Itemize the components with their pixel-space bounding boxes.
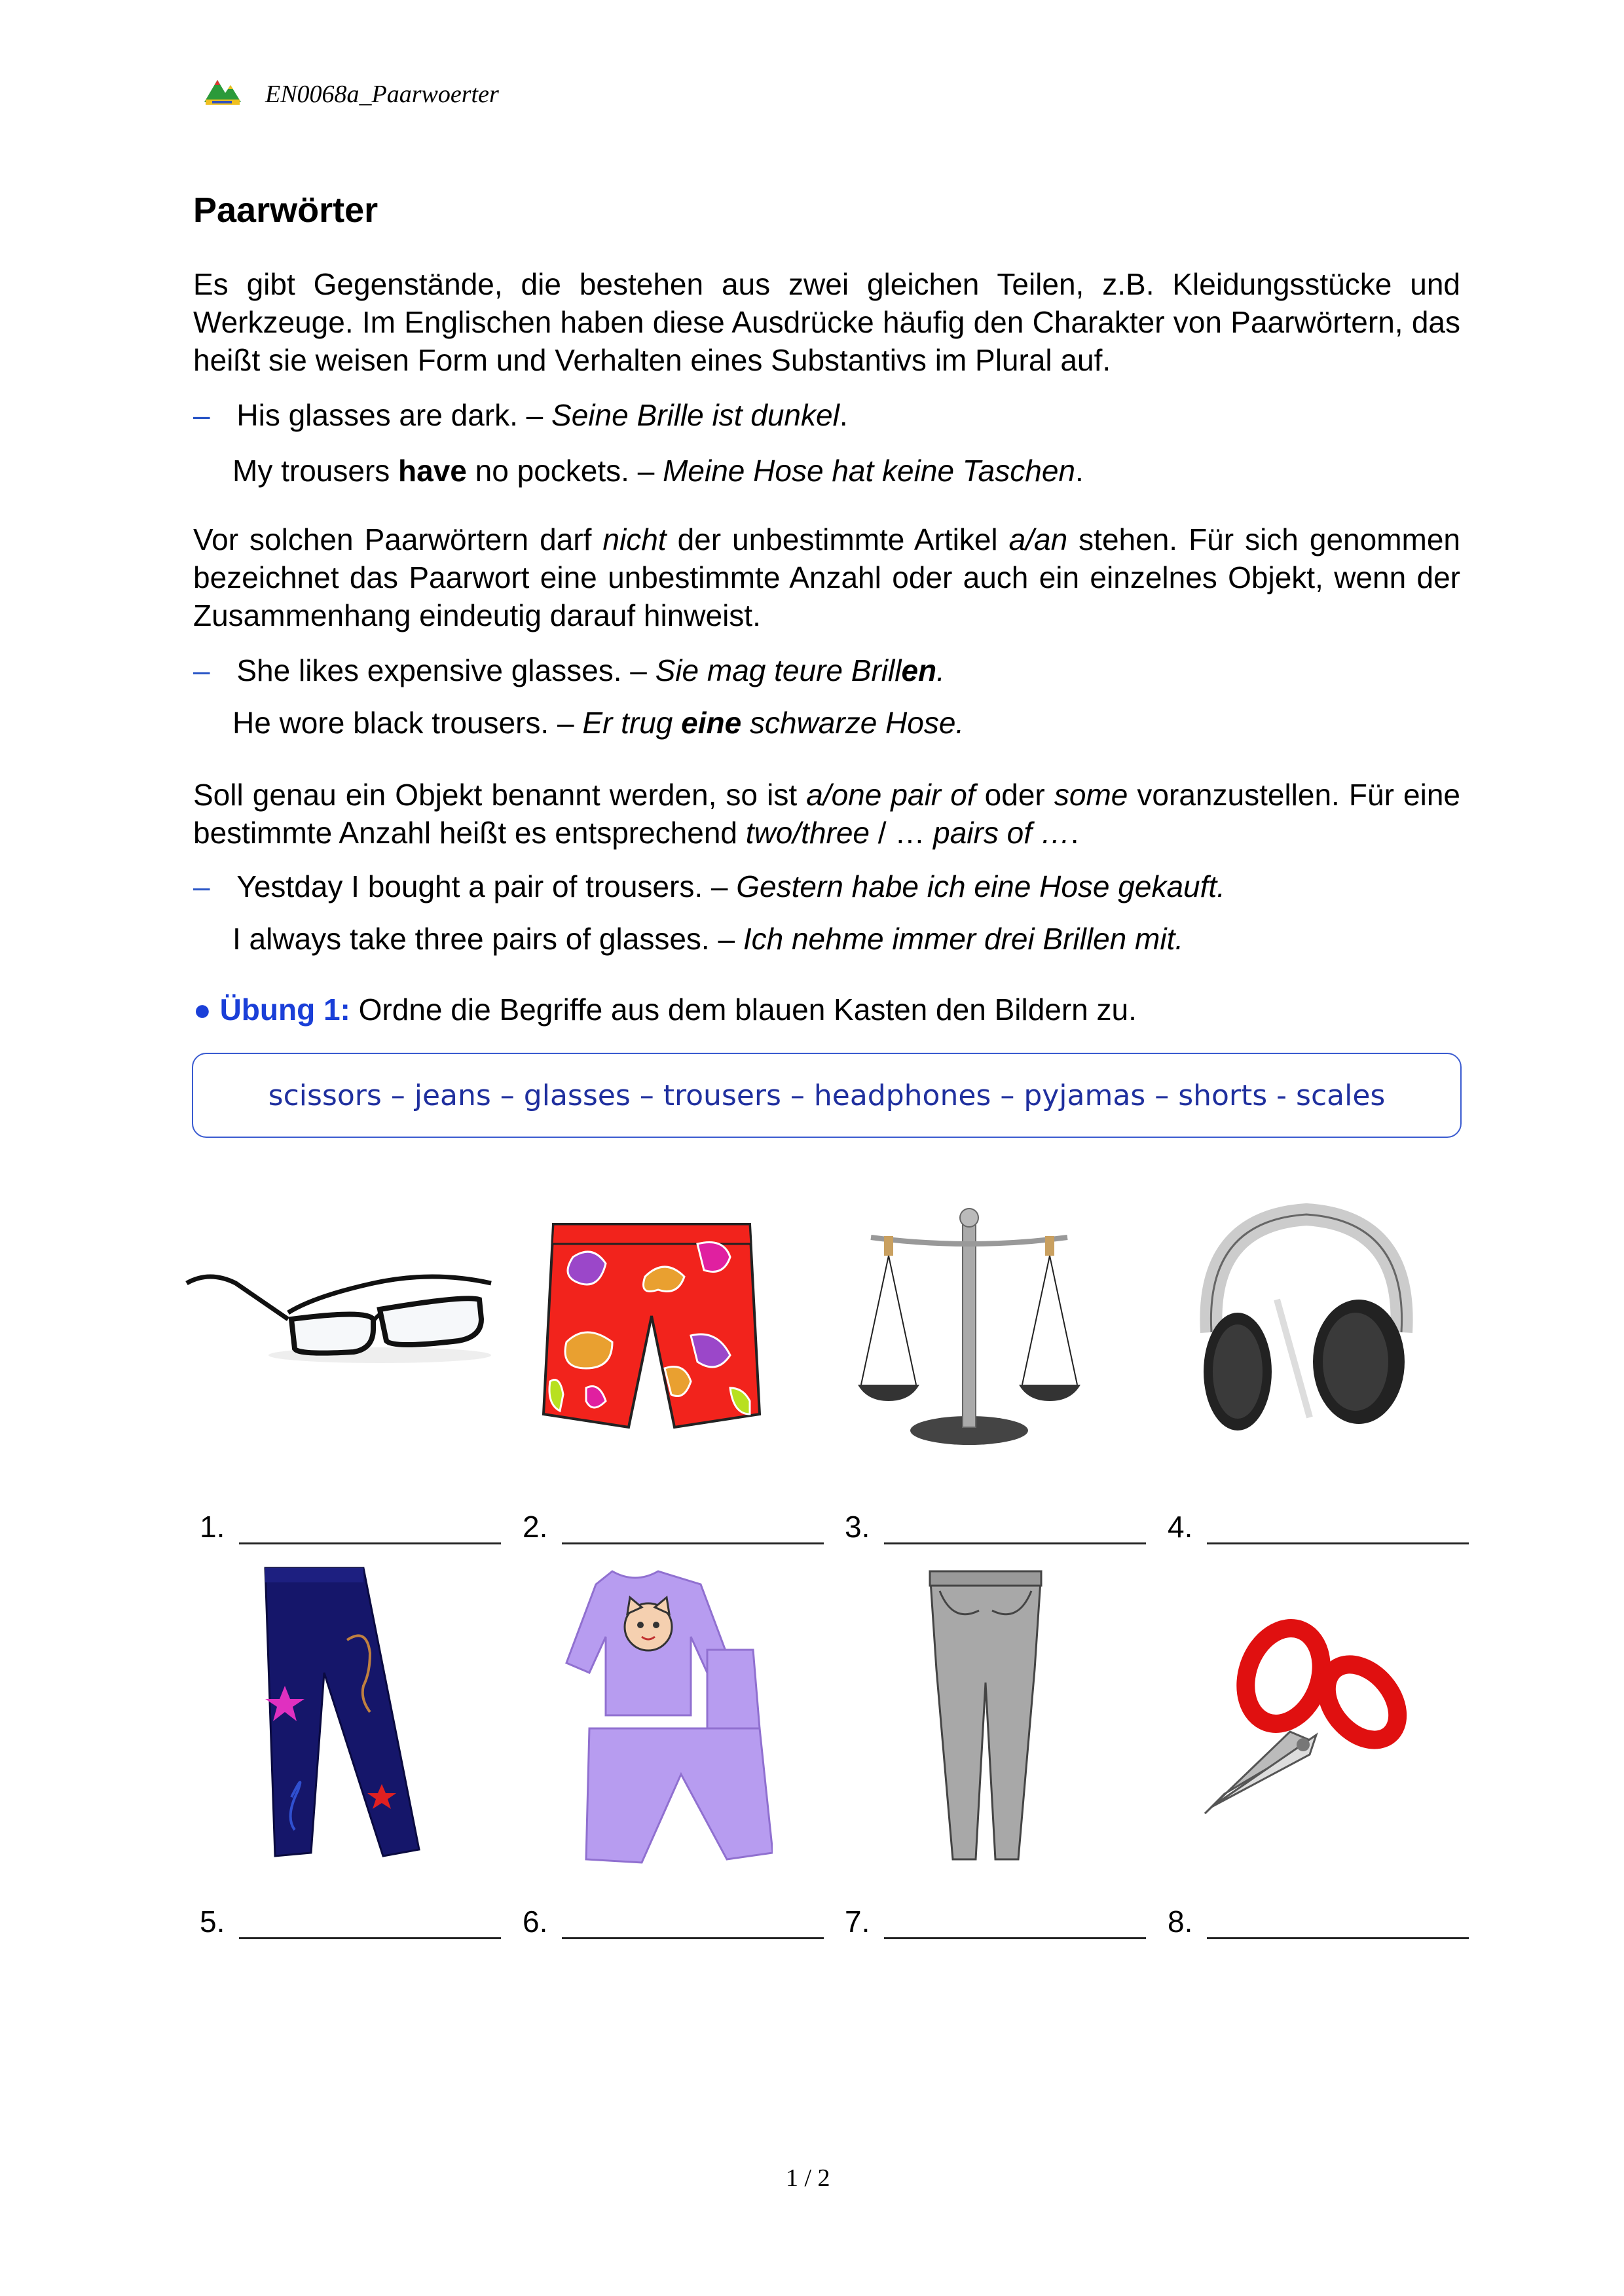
example-1a: – His glasses are dark. – Seine Brille ist dunkel.	[193, 398, 848, 432]
answer-field-2[interactable]: 2.	[523, 1509, 824, 1544]
example-1b: My trousers have no pockets. – Meine Hose hat keine Taschen.	[232, 454, 1084, 488]
shorts-image	[534, 1218, 763, 1434]
answer-field-3[interactable]: 3.	[845, 1509, 1146, 1544]
scales-image	[858, 1205, 1080, 1453]
answer-field-8[interactable]: 8.	[1168, 1904, 1469, 1939]
example-dash: –	[193, 653, 210, 687]
page-number: 1 / 2	[786, 2164, 830, 2192]
document-id: EN0068a_Paarwoerter	[265, 81, 499, 108]
example-2b: He wore black trousers. – Er trug eine schwarze Hose.	[232, 706, 965, 740]
answer-field-1[interactable]: 1.	[200, 1509, 501, 1544]
answer-field-5[interactable]: 5.	[200, 1904, 501, 1939]
answer-field-7[interactable]: 7.	[845, 1904, 1146, 1939]
article-paragraph: Vor solchen Paarwörtern darf nicht der unbestimmte Artikel a/an stehen. Für sich genommen bezeichnet das Paarwort eine unbestimmte Anzahl oder auch ein einzelnes Objekt, wenn der Zusammenhang eindeutig darauf hinweist.	[193, 522, 1461, 632]
exercise-label: Übung 1:	[219, 993, 350, 1027]
page-title: Paarwörter	[193, 191, 378, 230]
example-dash: –	[193, 869, 210, 903]
example-3a: – Yestday I bought a pair of trousers. – Gestern habe ich eine Hose gekauft.	[193, 869, 1225, 903]
trousers-image	[920, 1565, 1051, 1866]
intro-paragraph: Es gibt Gegenstände, die bestehen aus zwei gleichen Teilen, z.B. Kleidungsstücke und Werkzeuge. Im Englischen haben diese Ausdrücke häufig den Charakter von Paarwörtern, das heißt sie weisen Form und Verhalten eines Substantivs im Plural auf.	[193, 267, 1460, 377]
jeans-image	[259, 1561, 422, 1863]
example-3b: I always take three pairs of glasses. – Ich nehme immer drei Brillen mit.	[232, 922, 1184, 956]
mountain-logo-icon	[203, 73, 242, 107]
headphones-image	[1198, 1201, 1414, 1444]
scissors-image	[1198, 1617, 1414, 1820]
exercise-instruction: ● Übung 1: Ordne die Begriffe aus dem blauen Kasten den Bildern zu.	[193, 993, 1137, 1027]
answer-field-4[interactable]: 4.	[1168, 1509, 1469, 1544]
glasses-image	[183, 1257, 498, 1368]
word-box: scissors – jeans – glasses – trousers – headphones – pyjamas – shorts - scales	[192, 1053, 1462, 1138]
logo	[203, 73, 242, 107]
pyjamas-image	[550, 1565, 773, 1866]
example-dash: –	[193, 398, 210, 432]
example-2a: – She likes expensive glasses. – Sie mag teure Brillen.	[193, 653, 945, 687]
answer-field-6[interactable]: 6.	[523, 1904, 824, 1939]
bullet: ●	[193, 993, 212, 1027]
quantity-paragraph: Soll genau ein Objekt benannt werden, so ist a/one pair of oder some voranzustellen. Für eine bestimmte Anzahl heißt es entsprechend two/three / … pairs of ….	[193, 778, 1460, 850]
